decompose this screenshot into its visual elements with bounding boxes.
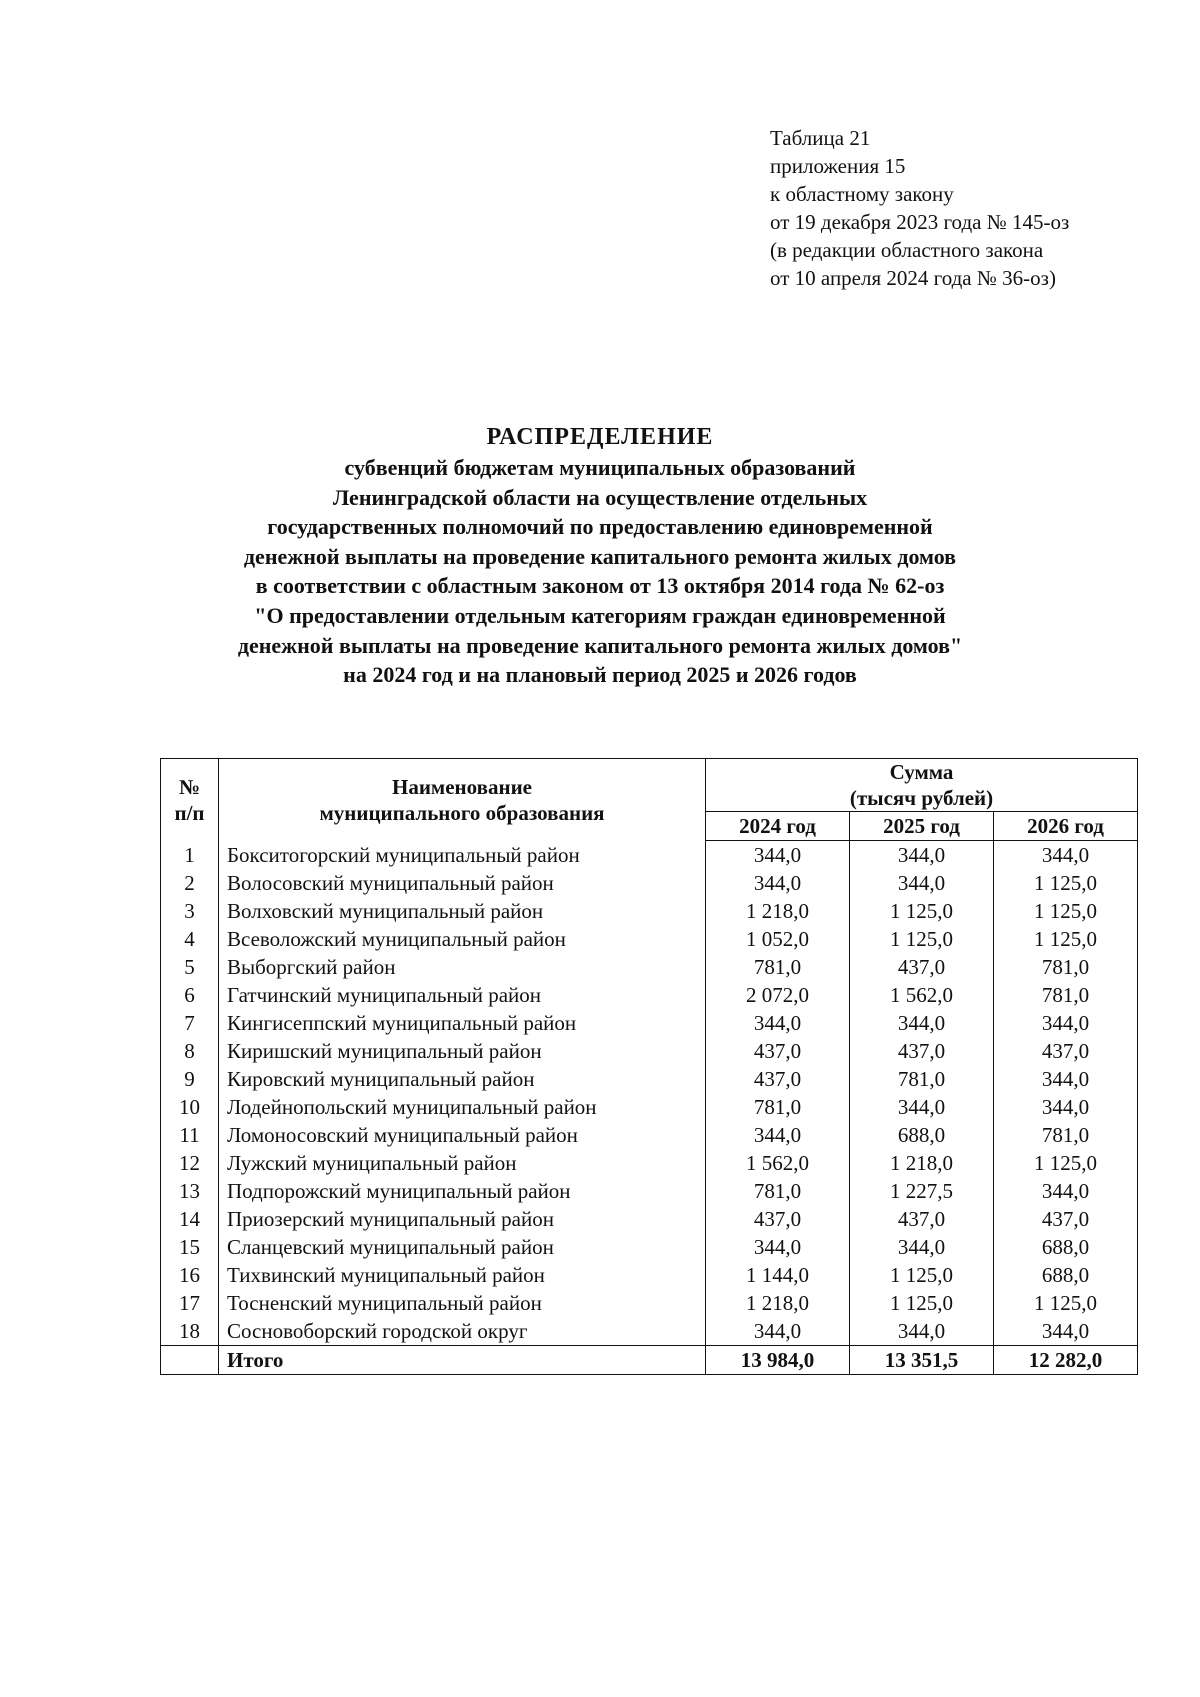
row-number: 12 <box>161 1149 219 1177</box>
row-municipality-name: Сосновоборский городской округ <box>219 1317 706 1346</box>
row-number: 17 <box>161 1289 219 1317</box>
row-value-2026: 344,0 <box>994 841 1138 870</box>
header-number <box>161 759 219 841</box>
row-number: 6 <box>161 981 219 1009</box>
row-value-2026: 1 125,0 <box>994 897 1138 925</box>
total-label: Итого <box>219 1346 706 1375</box>
header-year-2026: 2026 год <box>994 812 1138 841</box>
header-sum <box>706 759 1138 812</box>
row-value-2025: 437,0 <box>850 953 994 981</box>
row-number: 13 <box>161 1177 219 1205</box>
row-number: 10 <box>161 1093 219 1121</box>
document-title-line: денежной выплаты на проведение капитального ремонта жилых домов <box>243 543 957 569</box>
header-name-line1: Наименование <box>392 774 532 799</box>
appendix-note-line: от 10 апреля 2024 года № 36-оз) <box>770 266 1056 290</box>
header-number-line1: № <box>178 774 201 799</box>
table-row <box>161 1093 1138 1121</box>
table-row <box>161 925 1138 953</box>
row-value-2026: 781,0 <box>994 981 1138 1009</box>
total-number <box>161 1346 219 1375</box>
appendix-note-line: приложения 15 <box>770 154 906 178</box>
row-value-2024: 1 052,0 <box>706 925 850 953</box>
row-value-2025: 1 227,5 <box>850 1177 994 1205</box>
row-municipality-name: Всеволожский муниципальный район <box>219 925 706 953</box>
row-value-2025: 344,0 <box>850 1233 994 1261</box>
total-row <box>161 1346 1138 1375</box>
row-value-2026: 344,0 <box>994 1009 1138 1037</box>
table-row <box>161 1037 1138 1065</box>
table-row <box>161 953 1138 981</box>
appendix-note-line: от 19 декабря 2023 года № 145-оз <box>770 210 1070 234</box>
row-number: 1 <box>161 841 219 870</box>
document-title <box>0 421 1200 690</box>
row-value-2025: 1 218,0 <box>850 1149 994 1177</box>
row-value-2025: 1 125,0 <box>850 897 994 925</box>
document-title-line: субвенций бюджетам муниципальных образований <box>344 455 856 480</box>
row-value-2026: 688,0 <box>994 1261 1138 1289</box>
table-row <box>161 869 1138 897</box>
header-name <box>219 759 706 841</box>
row-number: 16 <box>161 1261 219 1289</box>
row-municipality-name: Волосовский муниципальный район <box>219 869 706 897</box>
row-municipality-name: Тихвинский муниципальный район <box>219 1261 706 1289</box>
row-value-2025: 1 125,0 <box>850 1289 994 1317</box>
row-value-2025: 344,0 <box>850 841 994 870</box>
row-value-2024: 344,0 <box>706 1233 850 1261</box>
row-number: 14 <box>161 1205 219 1233</box>
row-value-2026: 1 125,0 <box>994 1289 1138 1317</box>
row-value-2025: 437,0 <box>850 1037 994 1065</box>
row-value-2024: 344,0 <box>706 841 850 870</box>
table-row <box>161 1065 1138 1093</box>
appendix-note-line: к областному закону <box>770 182 954 206</box>
header-sum-line1: Сумма <box>889 760 954 784</box>
row-value-2025: 1 125,0 <box>850 1261 994 1289</box>
row-value-2026: 1 125,0 <box>994 925 1138 953</box>
row-value-2026: 1 125,0 <box>994 1149 1138 1177</box>
row-value-2026: 688,0 <box>994 1233 1138 1261</box>
total-value-2025: 13 351,5 <box>850 1346 994 1375</box>
row-number: 4 <box>161 925 219 953</box>
row-value-2024: 781,0 <box>706 1177 850 1205</box>
table-row <box>161 897 1138 925</box>
row-value-2024: 344,0 <box>706 1009 850 1037</box>
document-title-line: "О предоставлении отдельным категориям граждан единовременной <box>254 602 946 628</box>
table-body <box>161 841 1138 1375</box>
document-title-line: денежной выплаты на проведение капитального ремонта жилых домов" <box>237 632 963 658</box>
header-sum-line2: (тысяч рублей) <box>849 786 994 810</box>
header-year-2025: 2025 год <box>850 812 994 841</box>
row-value-2024: 1 218,0 <box>706 897 850 925</box>
row-value-2024: 344,0 <box>706 1121 850 1149</box>
row-number: 8 <box>161 1037 219 1065</box>
header-number-line2: п/п <box>174 800 205 825</box>
header-name-line2: муниципального образования <box>319 800 605 825</box>
row-number: 15 <box>161 1233 219 1261</box>
row-municipality-name: Приозерский муниципальный район <box>219 1205 706 1233</box>
table-row <box>161 1177 1138 1205</box>
row-value-2024: 437,0 <box>706 1037 850 1065</box>
row-value-2024: 344,0 <box>706 1317 850 1346</box>
row-municipality-name: Гатчинский муниципальный район <box>219 981 706 1009</box>
row-number: 7 <box>161 1009 219 1037</box>
row-number: 11 <box>161 1121 219 1149</box>
row-value-2026: 344,0 <box>994 1065 1138 1093</box>
appendix-note-line: Таблица 21 <box>770 126 871 150</box>
row-municipality-name: Тосненский муниципальный район <box>219 1289 706 1317</box>
table-row <box>161 1149 1138 1177</box>
row-value-2024: 1 144,0 <box>706 1261 850 1289</box>
row-municipality-name: Киришский муниципальный район <box>219 1037 706 1065</box>
table-row <box>161 1205 1138 1233</box>
table-row <box>161 1289 1138 1317</box>
document-title-line: Ленинградской области на осуществление отдельных <box>332 484 868 510</box>
appendix-note <box>770 124 1069 292</box>
row-value-2025: 1 562,0 <box>850 981 994 1009</box>
row-value-2026: 781,0 <box>994 953 1138 981</box>
row-number: 5 <box>161 953 219 981</box>
document-title-line: государственных полномочий по предоставлению единовременной <box>267 514 933 540</box>
row-value-2026: 344,0 <box>994 1093 1138 1121</box>
row-municipality-name: Кингисеппский муниципальный район <box>219 1009 706 1037</box>
row-value-2026: 437,0 <box>994 1205 1138 1233</box>
row-value-2024: 344,0 <box>706 869 850 897</box>
row-municipality-name: Бокситогорский муниципальный район <box>219 841 706 870</box>
row-value-2024: 781,0 <box>706 953 850 981</box>
row-number: 9 <box>161 1065 219 1093</box>
table-row <box>161 1261 1138 1289</box>
row-value-2026: 1 125,0 <box>994 869 1138 897</box>
row-value-2024: 1 562,0 <box>706 1149 850 1177</box>
row-value-2024: 781,0 <box>706 1093 850 1121</box>
row-municipality-name: Выборгский район <box>219 953 706 981</box>
row-value-2024: 1 218,0 <box>706 1289 850 1317</box>
table-row <box>161 1121 1138 1149</box>
row-value-2024: 437,0 <box>706 1205 850 1233</box>
row-value-2026: 344,0 <box>994 1317 1138 1346</box>
header-year-2024: 2024 год <box>706 812 850 841</box>
row-value-2025: 1 125,0 <box>850 925 994 953</box>
table-row <box>161 1009 1138 1037</box>
table-row <box>161 1317 1138 1346</box>
row-value-2026: 781,0 <box>994 1121 1138 1149</box>
row-value-2025: 437,0 <box>850 1205 994 1233</box>
row-number: 3 <box>161 897 219 925</box>
row-value-2025: 688,0 <box>850 1121 994 1149</box>
row-municipality-name: Волховский муниципальный район <box>219 897 706 925</box>
row-value-2024: 2 072,0 <box>706 981 850 1009</box>
table-row <box>161 981 1138 1009</box>
total-value-2024: 13 984,0 <box>706 1346 850 1375</box>
row-number: 18 <box>161 1317 219 1346</box>
document-title-line: в соответствии с областным законом от 13 октября 2014 года № 62-оз <box>255 573 945 599</box>
row-value-2025: 344,0 <box>850 1317 994 1346</box>
row-value-2025: 781,0 <box>850 1065 994 1093</box>
row-value-2026: 344,0 <box>994 1177 1138 1205</box>
row-value-2025: 344,0 <box>850 1009 994 1037</box>
row-municipality-name: Подпорожский муниципальный район <box>219 1177 706 1205</box>
table-row <box>161 1233 1138 1261</box>
document-title-main: РАСПРЕДЕЛЕНИЕ <box>486 424 714 450</box>
appendix-note-line: (в редакции областного закона <box>770 238 1044 262</box>
row-value-2024: 437,0 <box>706 1065 850 1093</box>
row-municipality-name: Кировский муниципальный район <box>219 1065 706 1093</box>
row-municipality-name: Лодейнопольский муниципальный район <box>219 1093 706 1121</box>
row-value-2025: 344,0 <box>850 869 994 897</box>
total-value-2026: 12 282,0 <box>994 1346 1138 1375</box>
document-title-line: на 2024 год и на плановый период 2025 и 2026 годов <box>343 662 857 688</box>
row-number: 2 <box>161 869 219 897</box>
subvention-table <box>160 758 1138 1375</box>
row-municipality-name: Ломоносовский муниципальный район <box>219 1121 706 1149</box>
row-municipality-name: Сланцевский муниципальный район <box>219 1233 706 1261</box>
row-value-2025: 344,0 <box>850 1093 994 1121</box>
row-municipality-name: Лужский муниципальный район <box>219 1149 706 1177</box>
table-row <box>161 841 1138 870</box>
row-value-2026: 437,0 <box>994 1037 1138 1065</box>
